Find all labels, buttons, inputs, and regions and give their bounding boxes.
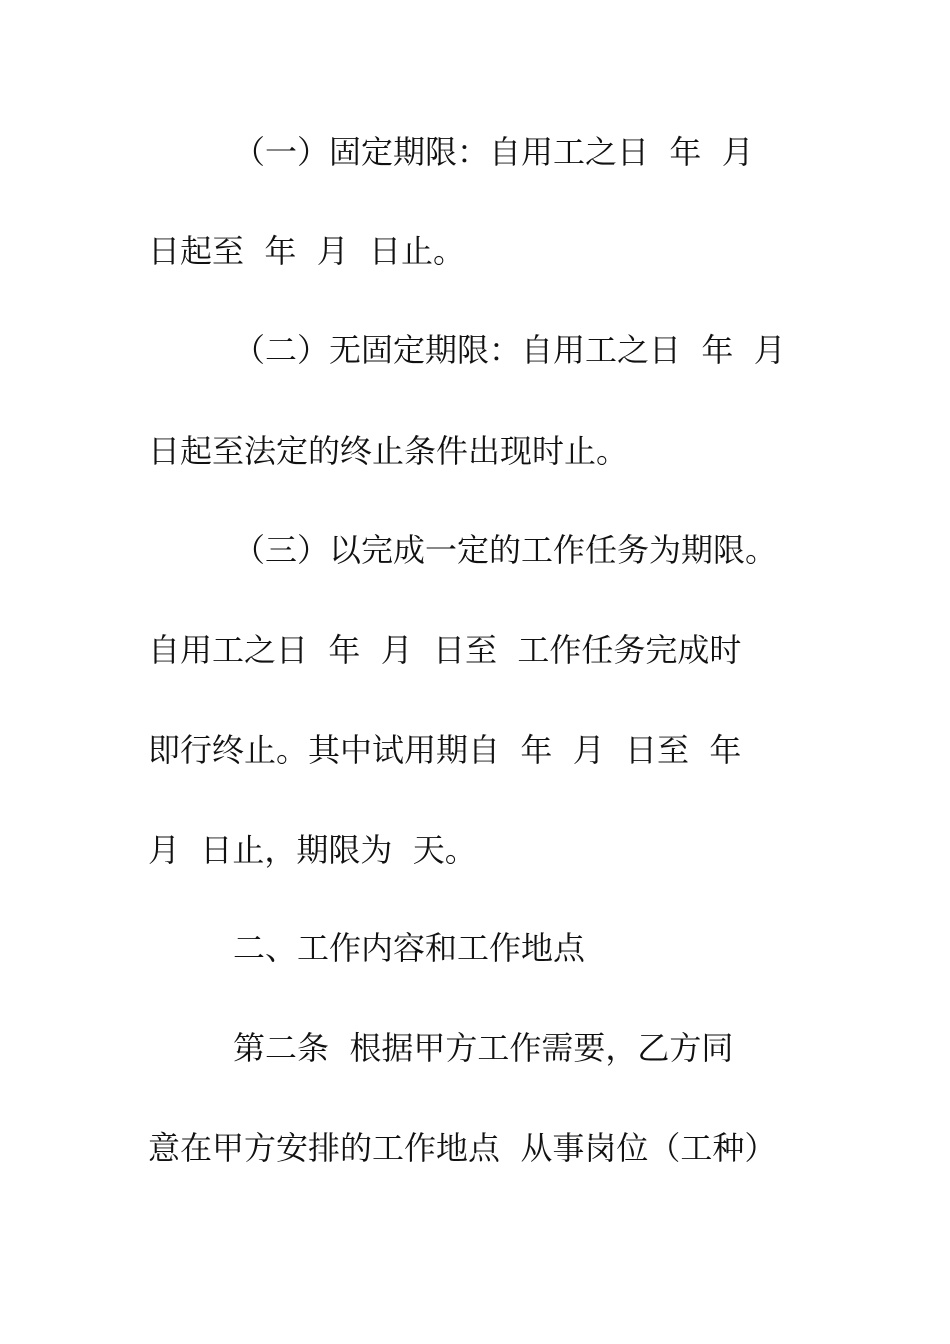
probation-line-cont: 月 日止，期限为 天。	[148, 831, 477, 869]
article-two-cont: 意在甲方安排的工作地点 从事岗位（工种）	[148, 1129, 777, 1167]
clause-fixed-term: （一）固定期限：自用工之日 年 月	[233, 133, 754, 171]
clause-fixed-term-cont: 日起至 年 月 日止。	[148, 232, 466, 270]
clause-task-term-cont: 自用工之日 年 月 日至 工作任务完成时	[148, 631, 742, 669]
clause-open-term-cont: 日起至法定的终止条件出现时止。	[148, 432, 629, 470]
clause-open-term: （二）无固定期限：自用工之日 年 月	[233, 331, 786, 369]
probation-line: 即行终止。其中试用期自 年 月 日至 年	[148, 731, 742, 769]
article-two: 第二条 根据甲方工作需要，乙方同	[233, 1029, 734, 1067]
section-heading: 二、工作内容和工作地点	[233, 929, 586, 967]
clause-task-term: （三）以完成一定的工作任务为期限。	[233, 531, 778, 569]
